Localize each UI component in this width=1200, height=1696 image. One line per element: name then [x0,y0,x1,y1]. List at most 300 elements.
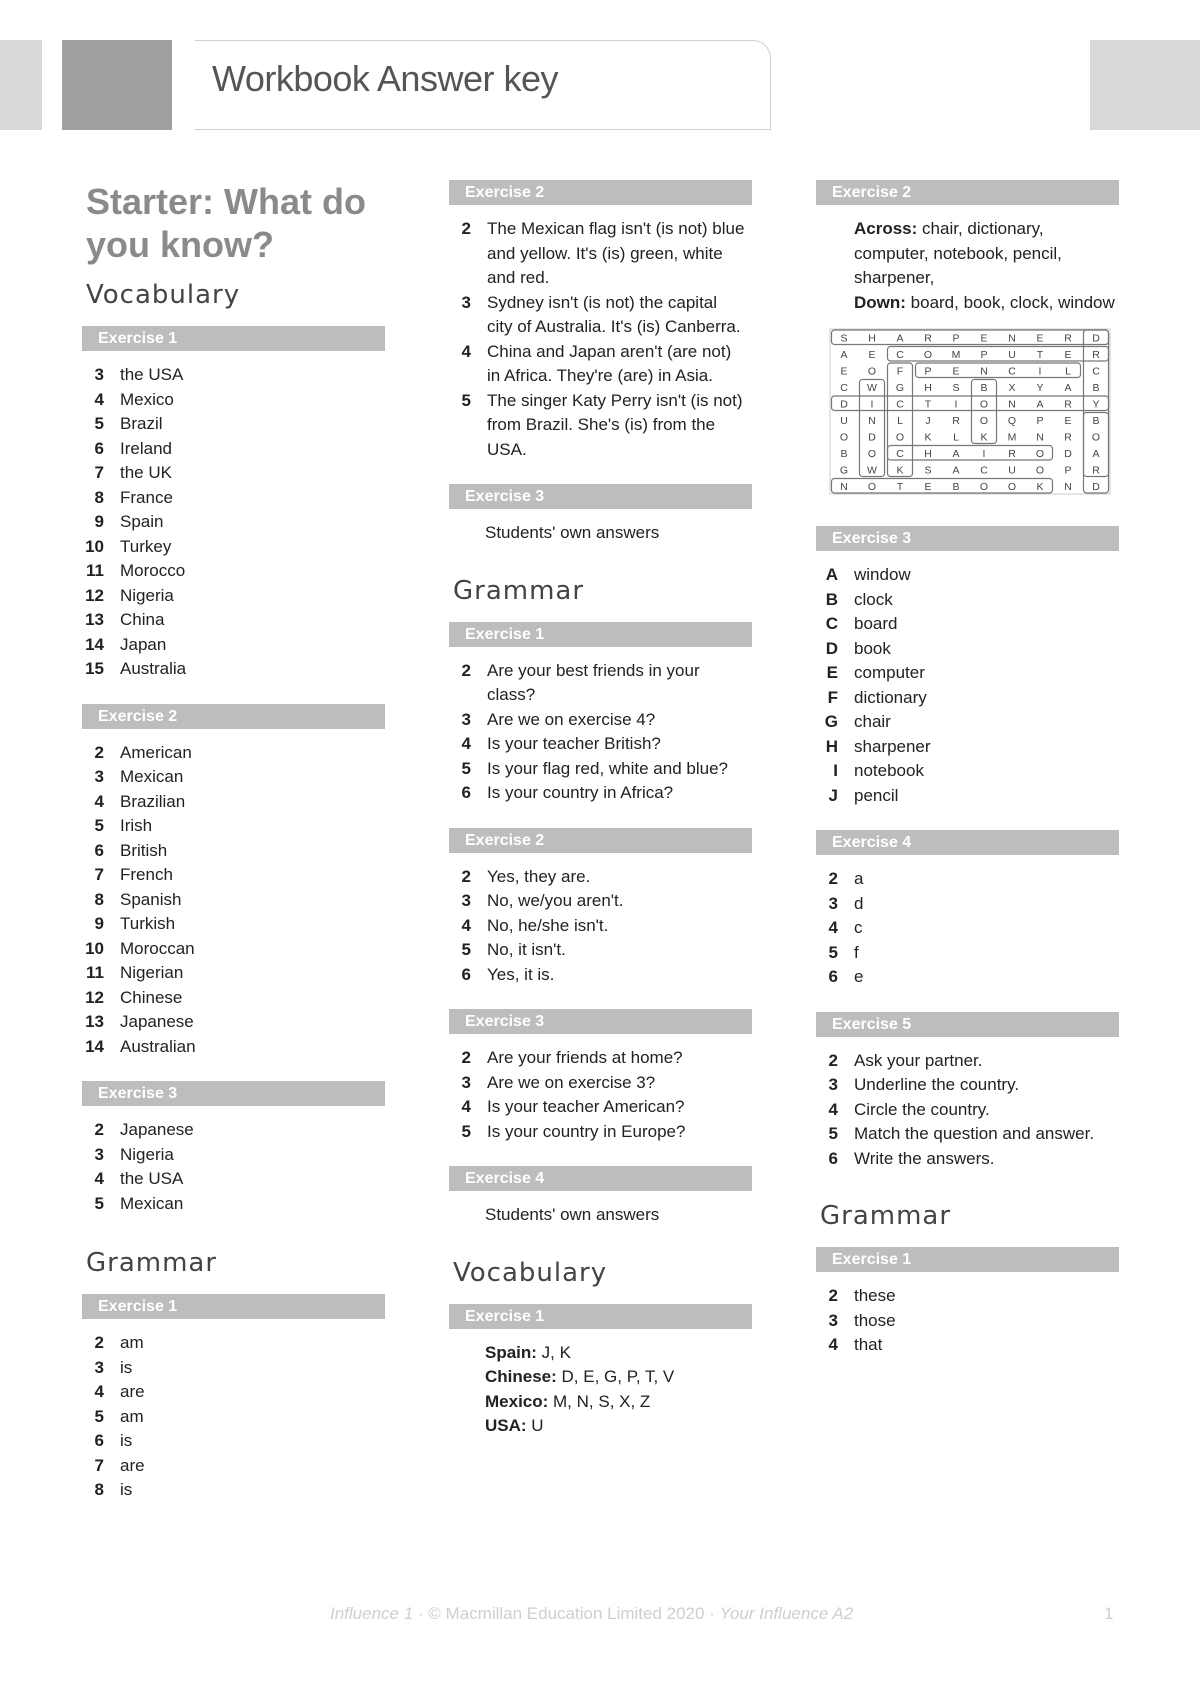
list-item [82,388,385,413]
wordsearch-letter: X [1008,381,1016,394]
list-item [82,937,385,962]
wordsearch-letter: C [840,381,848,394]
item-number: 5 [461,758,471,778]
item-number: 3 [828,1310,838,1330]
item-number: G [824,712,838,731]
list-item [82,1167,385,1192]
item-text: Australian [120,1036,196,1056]
wordsearch-letter: D [868,431,876,444]
wordsearch-letter: O [895,431,905,444]
wordsearch-letter: I [1038,365,1042,378]
wordsearch-letter: M [951,348,961,361]
list-item [82,437,385,462]
wordsearch-letter: O [1035,447,1045,460]
item-number: 9 [94,914,104,933]
item-number: 5 [94,414,104,433]
answer-line-down: Down: board, book, clock, window [854,292,1115,312]
item-number: 3 [461,1072,471,1092]
item-number: 4 [828,1335,838,1354]
wordsearch-letter: O [867,480,877,493]
item-text: these [854,1286,896,1305]
list-item [82,790,385,815]
item-text: American [120,742,192,762]
item-number: 4 [828,918,838,937]
item-number: D [825,638,838,658]
list-item [82,657,385,682]
list-item [816,563,1119,588]
item-text: No, he/she isn't. [487,915,609,935]
list-item [82,1429,385,1454]
item-text: Is your teacher British? [487,734,661,753]
wordsearch-letter: P [924,365,932,378]
list-item [816,892,1119,917]
wordsearch-letter: C [896,398,904,411]
wordsearch-letter: C [1092,365,1100,378]
wordsearch-letter: D [1092,480,1100,493]
list-item [449,217,752,291]
wordsearch-letter: J [925,414,931,427]
wordsearch-letter: W [867,464,877,477]
item-number: 6 [828,967,838,986]
item-text: Japan [120,634,167,654]
item-text: Sydney isn't (is not) the capital city of Australia. It's (is) Canberra. [487,292,741,336]
item-number: 14 [85,634,104,654]
list-item [82,741,385,766]
item-text: Mexico [120,389,174,409]
wordsearch-letter: R [952,414,960,427]
list-item [82,863,385,888]
item-number: 14 [85,1036,104,1056]
item-text: Write the answers. [854,1148,995,1168]
item-number: 5 [94,1406,104,1426]
answer-line-across: Across: chair, dictionary, computer, notebook, pencil, sharpener, [854,219,1062,287]
wordsearch-letter: L [953,431,959,444]
item-number: 12 [85,585,104,605]
item-number: 13 [85,610,104,629]
answer-list [816,563,1119,808]
item-text: Nigeria [120,585,174,605]
list-item [82,535,385,560]
wordsearch-letter: D [840,398,848,411]
item-text: Ask your partner. [854,1050,983,1070]
list-item [82,584,385,609]
wordsearch-letter: B [1092,381,1100,394]
wordsearch-letter: R [1092,348,1100,361]
item-number: E [826,663,838,682]
item-text: dictionary [854,687,927,707]
item-number: 6 [461,964,471,984]
list-item [816,784,1119,809]
item-text: Spain [120,512,164,531]
item-text: Ireland [120,438,172,458]
item-text: Yes, it is. [487,964,555,984]
list-item [449,865,752,890]
list-item [449,291,752,340]
wordsearch-letter: B [1092,414,1100,427]
item-number: 7 [94,463,104,482]
item-text: Moroccan [120,938,195,958]
wordsearch-letter: A [896,332,904,345]
answer-text: Students' own answers [485,523,660,542]
wordsearch-letter: A [1064,381,1072,394]
wordsearch-letter: Y [1036,381,1044,394]
item-text: a [854,869,864,888]
wordsearch-letter: E [1064,414,1072,427]
item-text: Japanese [120,1012,194,1031]
column-3 [816,180,1119,1380]
answer-list [449,1046,752,1144]
list-item [82,765,385,790]
item-text: Turkey [120,536,172,556]
list-item [449,914,752,939]
item-text: Match the question and answer. [854,1124,1095,1143]
exercise-header: Exercise 1 [816,1247,1119,1272]
item-text: board [854,614,898,633]
list-item [82,1405,385,1430]
list-item [449,1120,752,1145]
item-number: 6 [94,438,104,458]
wordsearch-letter: O [1091,431,1101,444]
item-number: 13 [85,1012,104,1031]
item-number: 2 [94,1120,104,1139]
wordsearch-letter: A [840,348,848,361]
item-text: are [120,1382,145,1401]
wordsearch-word-box [832,479,1053,494]
wordsearch-letter: N [1008,398,1016,411]
wordsearch-letter: R [1092,464,1100,477]
item-number: 5 [828,1124,838,1143]
item-text: window [854,565,911,584]
item-number: 10 [85,938,104,958]
item-text: is [120,1357,133,1377]
item-number: 3 [94,1144,104,1164]
list-item [816,916,1119,941]
item-number: 2 [461,219,471,238]
list-item [449,708,752,733]
list-item [816,1122,1119,1147]
item-number: 4 [828,1099,838,1119]
wordsearch-letter: R [1064,431,1072,444]
list-item [82,961,385,986]
wordsearch-letter: E [1064,348,1072,361]
column-1 [82,180,385,1525]
wordsearch-letter: U [1008,464,1016,477]
wordsearch-letter: E [868,348,876,361]
item-text: French [120,865,173,884]
wordsearch-letter: R [924,332,932,345]
item-text: Are we on exercise 3? [487,1072,656,1092]
item-number: J [828,785,838,805]
exercise-header: Exercise 4 [449,1166,752,1191]
item-text: c [854,918,863,937]
wordsearch-word-box [888,347,1109,362]
wordsearch-letter: H [924,381,932,394]
wordsearch-letter: N [1036,431,1044,444]
item-number: 5 [94,1193,104,1213]
item-number: 6 [94,840,104,860]
item-text: No, it isn't. [487,940,566,959]
item-number: 3 [94,365,104,384]
exercise-header: Exercise 3 [449,484,752,509]
item-number: 2 [828,869,838,888]
item-number: 11 [86,561,104,580]
list-item [82,1331,385,1356]
list-item [82,839,385,864]
wordsearch-letter: R [1064,398,1072,411]
wordsearch-letter: G [839,464,849,477]
item-text: e [854,967,864,986]
item-text: No, we/you aren't. [487,891,624,910]
wordsearch-letter: A [952,464,960,477]
wordsearch-letter: E [952,365,960,378]
wordsearch-letter: C [896,447,904,460]
wordsearch-letter: A [952,447,960,460]
wordsearch-letter: N [980,365,988,378]
wordsearch-letter: P [1036,414,1044,427]
item-text: Brazil [120,414,163,433]
list-item [449,963,752,988]
list-item [82,633,385,658]
item-text: Yes, they are. [487,866,591,886]
list-item [816,1098,1119,1123]
list-item [82,1454,385,1479]
wordsearch-letter: T [924,398,932,411]
wordsearch-letter: B [952,480,960,493]
item-number: F [827,687,838,707]
list-item [82,1035,385,1060]
item-number: 3 [828,893,838,913]
list-item [816,1147,1119,1172]
list-item [82,986,385,1011]
answer-list [816,1049,1119,1172]
item-number: C [825,614,838,633]
answer-list [816,867,1119,990]
item-number: 8 [94,889,104,909]
item-number: H [825,736,838,756]
section-title-grammar: Grammar [453,575,585,606]
answer-list [82,1331,385,1503]
item-text: Nigeria [120,1144,174,1164]
answer-line: Chinese: D, E, G, P, T, V [485,1367,675,1386]
section-title-vocabulary: Vocabulary [86,280,241,310]
item-number: 12 [85,987,104,1007]
item-text: is [120,1431,133,1450]
list-item [816,941,1119,966]
list-item [82,1356,385,1381]
item-number: I [833,761,838,780]
list-item [82,1192,385,1217]
wordsearch-word-box [916,363,1081,378]
item-text: sharpener [854,736,931,756]
item-text: China and Japan aren't (are not) in Africa. They're (are) in Asia. [487,341,732,385]
list-item [82,1143,385,1168]
wordsearch-letter: W [867,381,877,394]
wordsearch-letter: N [1008,332,1016,345]
answer-list [449,865,752,988]
item-number: 5 [461,390,471,410]
list-item [449,1046,752,1071]
exercise-header: Exercise 4 [816,830,1119,855]
wordsearch-letter: O [979,414,989,427]
item-text: Mexican [120,1193,184,1213]
answer-list [449,659,752,806]
header-side-block-left [0,40,42,130]
wordsearch-letter: M [1007,431,1017,444]
list-item [449,781,752,806]
list-item [82,1010,385,1035]
list-item [449,389,752,463]
item-number: 4 [461,1097,471,1116]
wordsearch-letter: K [896,464,904,477]
item-number: 5 [828,942,838,962]
answer-text: Students' own answers [485,1205,660,1224]
wordsearch-letter: O [839,431,849,444]
item-text: the USA [120,365,184,384]
wordsearch-letter: U [1008,348,1016,361]
wordsearch-letter: K [1036,480,1044,493]
item-text: d [854,893,864,913]
list-item [449,889,752,914]
item-text: computer [854,663,925,682]
section-title-grammar: Grammar [820,1201,952,1231]
list-item [816,637,1119,662]
wordsearch-letter: L [897,414,903,427]
item-text: Spanish [120,889,182,909]
wordsearch-letter: D [1064,447,1072,460]
list-item [816,759,1119,784]
list-item [82,608,385,633]
wordsearch-letter: H [868,332,876,345]
item-text: the UK [120,463,172,482]
item-number: 3 [94,1357,104,1377]
item-text: Are your best friends in your class? [487,660,700,704]
wordsearch-letter: O [979,398,989,411]
list-item [449,938,752,963]
wordsearch-letter: P [952,332,960,345]
wordsearch-letter: O [1007,480,1017,493]
item-text: Nigerian [120,963,184,982]
item-number: 4 [461,915,471,935]
exercise-header: Exercise 1 [449,622,752,647]
list-item [816,1049,1119,1074]
list-item [82,1380,385,1405]
item-number: 8 [94,1480,104,1499]
item-text: Brazilian [120,791,186,811]
answer-list [82,1118,385,1216]
footer-book: Influence 1 [330,1604,414,1623]
item-number: 7 [94,865,104,884]
exercise-header: Exercise 1 [82,326,385,351]
wordsearch-letter: I [954,398,958,411]
wordsearch-letter: C [896,348,904,361]
item-text: is [120,1480,133,1499]
exercise-header: Exercise 3 [816,526,1119,551]
item-text: Is your country in Europe? [487,1121,686,1141]
wordsearch-letter: O [1035,464,1045,477]
item-number: 2 [461,660,471,680]
wordsearch-letter: N [840,480,848,493]
item-text: pencil [854,785,899,805]
item-text: clock [854,589,893,609]
page-title: Workbook Answer key [212,58,558,99]
item-number: 2 [828,1286,838,1305]
list-item [449,757,752,782]
wordsearch-letter: E [840,365,848,378]
wordsearch-letter: A [1036,398,1044,411]
wordsearch-letter: I [870,398,874,411]
list-item [816,1333,1119,1358]
wordsearch-letter: H [924,447,932,460]
item-text: Irish [120,816,153,835]
item-number: 4 [94,1382,104,1401]
list-item [449,1095,752,1120]
item-number: 5 [461,1121,471,1141]
item-number: A [825,565,838,584]
wordsearch-letter: S [924,464,932,477]
wordsearch-letter: Q [1007,414,1017,427]
wordsearch-letter: R [1064,332,1072,345]
exercise-header: Exercise 2 [82,704,385,729]
wordsearch-letter: E [1036,332,1044,345]
item-number: 15 [85,659,104,678]
item-number: 3 [461,891,471,910]
list-item [82,888,385,913]
item-text: book [854,638,891,658]
exercise-header: Exercise 2 [816,180,1119,205]
list-item [82,461,385,486]
item-text: The Mexican flag isn't (is not) blue and yellow. It's (is) green, white and red. [487,219,745,287]
wordsearch-letter: O [979,480,989,493]
item-number: 11 [86,963,104,982]
list-item [82,559,385,584]
item-text: Circle the country. [854,1099,990,1119]
answer-key-lines [854,217,1119,315]
item-text: am [120,1406,144,1426]
list-item [816,965,1119,990]
exercise-header: Exercise 3 [449,1009,752,1034]
wordsearch-word-box [860,380,885,477]
footer-credit: Influence 1 · © Macmillan Education Limited 2020 · Your Influence A2 [330,1604,854,1623]
list-item [816,588,1119,613]
item-number: 3 [461,709,471,729]
item-text: notebook [854,761,924,780]
wordsearch-letter: U [840,414,848,427]
wordsearch-letter: L [1065,365,1071,378]
list-item [82,363,385,388]
wordsearch-letter: B [980,381,988,394]
footer-copyright: © Macmillan Education Limited 2020 [428,1604,705,1623]
item-text: that [854,1335,883,1354]
item-number: 9 [94,512,104,531]
wordsearch-letter: P [1064,464,1072,477]
item-number: 5 [461,940,471,959]
wordsearch-letter: P [980,348,988,361]
item-text: Underline the country. [854,1075,1020,1094]
list-item [82,1478,385,1503]
item-number: 2 [828,1050,838,1070]
footer-edition: Your Influence A2 [719,1604,854,1623]
list-item [816,612,1119,637]
answer-line: Mexico: M, N, S, X, Z [485,1391,651,1411]
wordsearch-letter: E [924,480,932,493]
list-item [449,732,752,757]
wordsearch-letter: C [1008,365,1016,378]
list-item [82,912,385,937]
wordsearch-letter: A [1092,447,1100,460]
item-text: The singer Katy Perry isn't (is not) from Brazil. She's (is) from the USA. [487,390,743,459]
wordsearch-letter: B [840,447,848,460]
wordsearch-letter: E [980,332,988,345]
